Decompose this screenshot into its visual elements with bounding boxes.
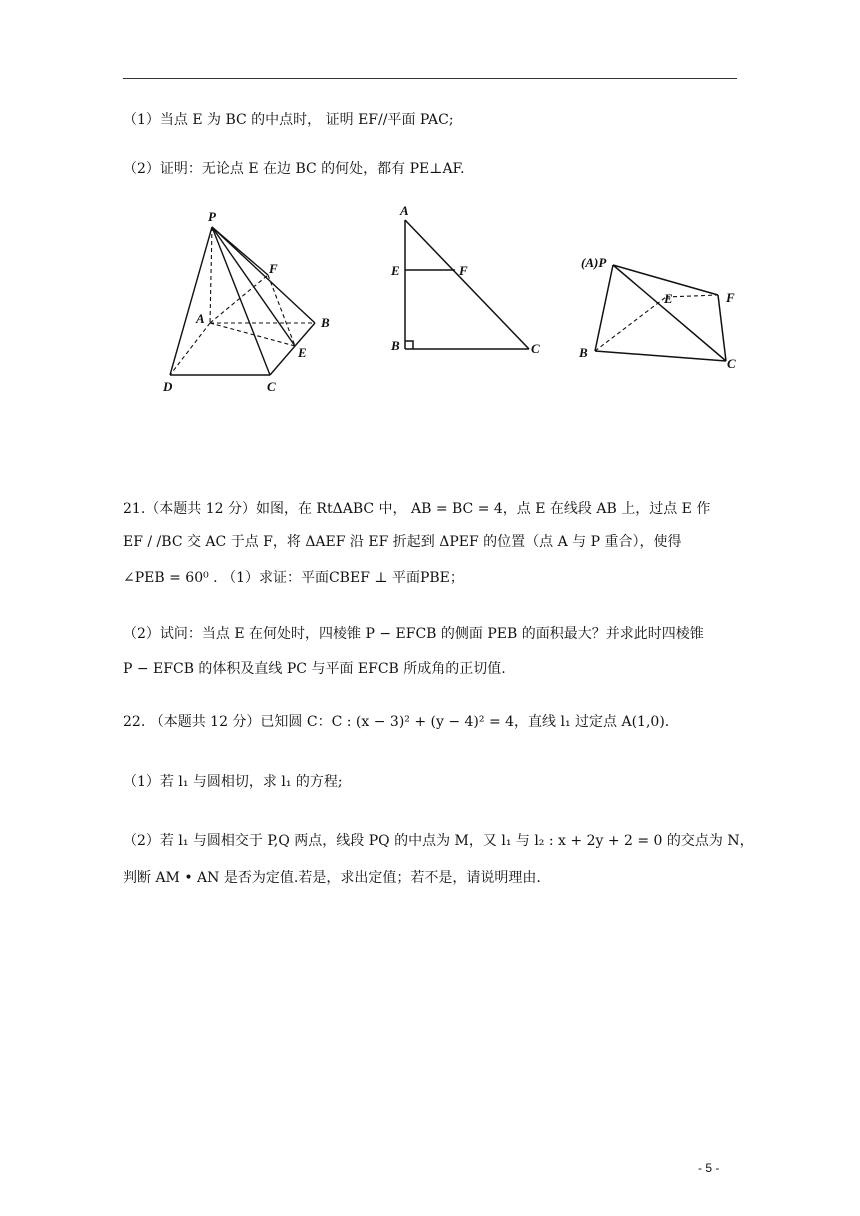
q20-part2: （2）证明：无论点 E 在边 BC 的何处，都有 PE⊥AF.: [123, 161, 465, 177]
figure-pyramid: [150, 205, 350, 400]
header-rule: [123, 78, 737, 79]
q22-line1: 22. （本题共 12 分）已知圆 C：C : (x − 3)² + (y − 4)² = 4，直线 l₁ 过定点 A(1,0).: [123, 714, 670, 730]
q21-line3: ∠PEB = 60⁰ . （1）求证：平面CBEF ⊥ 平面PBE；: [123, 570, 464, 586]
label-E: E: [391, 263, 400, 278]
label-D: D: [163, 379, 173, 394]
figure-triangle: [385, 200, 560, 370]
label-B: B: [579, 345, 588, 360]
page-number: - 5 -: [698, 1161, 720, 1175]
label-A: A: [400, 203, 409, 218]
label-F: F: [726, 290, 735, 305]
figure-folded: [578, 245, 748, 375]
q22-line3: （2）若 l₁ 与圆相交于 P,Q 两点，线段 PQ 的中点为 M，又 l₁ 与 l₂ : x + 2y + 2 = 0 的交点为 N，: [123, 833, 754, 849]
label-P: P: [208, 209, 216, 224]
label-AP: (A)P: [581, 255, 607, 270]
q21-line4: （2）试问：当点 E 在何处时，四棱锥 P − EFCB 的侧面 PEB 的面积最大？并求此时四棱锥: [123, 626, 704, 642]
q21-line5: P − EFCB 的体积及直线 PC 与平面 EFCB 所成角的正切值.: [123, 661, 506, 677]
q20-part1: （1）当点 E 为 BC 的中点时， 证明 EF//平面 PAC;: [123, 112, 454, 128]
label-B: B: [321, 315, 330, 330]
label-E: E: [298, 345, 307, 360]
label-C: C: [267, 379, 276, 394]
label-F: F: [269, 261, 278, 276]
label-F: F: [459, 263, 468, 278]
q21-line1: 21.（本题共 12 分）如图，在 RtΔABC 中， AB = BC = 4，点 E 在线段 AB 上，过点 E 作: [123, 501, 711, 517]
label-C: C: [727, 356, 736, 371]
label-C: C: [531, 341, 540, 356]
label-E: E: [664, 291, 673, 306]
label-A: A: [196, 311, 205, 326]
q22-line4: 判断 AM • AN 是否为定值.若是，求出定值；若不是，请说明理由.: [123, 870, 541, 886]
label-B: B: [391, 338, 400, 353]
q22-line2: （1）若 l₁ 与圆相切，求 l₁ 的方程;: [123, 774, 343, 790]
q21-line2: EF / /BC 交 AC 于点 F，将 ΔAEF 沿 EF 折起到 ΔPEF 的位置（点 A 与 P 重合），使得: [123, 534, 682, 550]
